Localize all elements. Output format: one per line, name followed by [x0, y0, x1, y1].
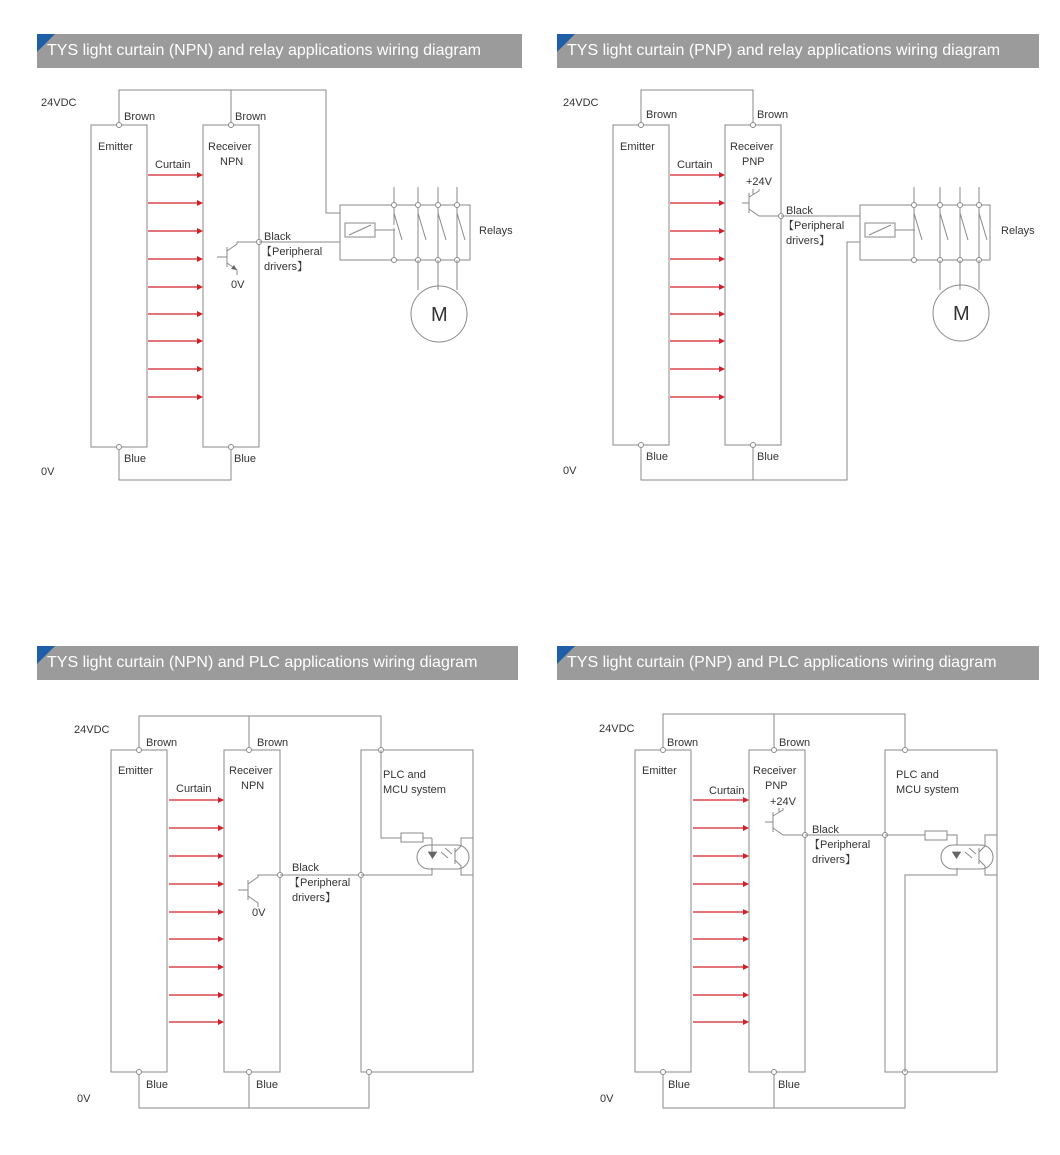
emitter-box [635, 750, 691, 1072]
receiver-type-label: PNP [742, 156, 765, 168]
curtain-beams [169, 797, 224, 1025]
ground-label: 0V [41, 466, 55, 478]
emitter-label: Emitter [98, 141, 133, 153]
emitter-blue-label: Blue [146, 1079, 169, 1091]
output-desc-1: 【Peripheral [261, 246, 323, 258]
receiver-box [725, 125, 781, 445]
plc-label-2: MCU system [896, 784, 959, 796]
relays-label: Relays [479, 225, 513, 237]
emitter-box [613, 125, 669, 445]
output-desc-2: drivers】 [292, 892, 337, 904]
receiver-blue-label: Blue [234, 453, 257, 465]
diagram-title-npn-plc [37, 646, 518, 680]
receiver-blue-label: Blue [757, 451, 780, 463]
pnp-transistor-icon [765, 808, 805, 835]
optocoupler-icon [885, 831, 997, 1072]
wiring-diagram-pnp-plc [557, 700, 1037, 1130]
transistor-ref-label: 0V [252, 907, 266, 919]
header-accent-icon [37, 646, 55, 664]
receiver-label: Receiver [229, 765, 273, 777]
transistor-ref-label: +24V [770, 796, 796, 808]
ground-label: 0V [600, 1093, 614, 1105]
emitter-brown-label: Brown [667, 737, 699, 749]
emitter-box [111, 750, 167, 1072]
plc-label-1: PLC and [383, 769, 426, 781]
header-accent-icon [557, 34, 575, 52]
diagram-title-npn-relay [37, 34, 522, 68]
output-color-label: Black [292, 862, 319, 874]
supply-label: 24VDC [74, 724, 110, 736]
wiring-diagram-npn-relay [37, 85, 557, 505]
relays-label: Relays [1001, 225, 1035, 237]
output-desc-2: drivers】 [786, 235, 831, 247]
receiver-type-label: NPN [220, 156, 244, 168]
relay-contacts-icon [912, 187, 988, 290]
curtain-beams [670, 172, 725, 400]
header-accent-icon [37, 34, 55, 52]
wiring-diagram-pnp-relay [557, 85, 1037, 505]
output-desc-2: drivers】 [264, 261, 309, 273]
output-color-label: Black [264, 231, 291, 243]
receiver-blue-label: Blue [778, 1079, 801, 1091]
ground-label: 0V [77, 1093, 91, 1105]
npn-transistor-icon [217, 242, 259, 275]
diagram-title-pnp-relay [557, 34, 1039, 68]
transistor-ref-label: 0V [231, 279, 245, 291]
receiver-type-label: PNP [765, 780, 788, 792]
curtain-label: Curtain [677, 159, 713, 171]
plc-label-2: MCU system [383, 784, 446, 796]
plc-box [885, 750, 997, 1072]
title-text: TYS light curtain (NPN) and relay applications wiring diagram [47, 42, 481, 59]
relay-contacts-icon [392, 187, 466, 290]
receiver-type-label: NPN [241, 780, 265, 792]
receiver-blue-label: Blue [256, 1079, 279, 1091]
receiver-brown-label: Brown [779, 737, 811, 749]
pnp-transistor-icon [742, 189, 781, 216]
npn-transistor-icon [238, 875, 280, 907]
emitter-label: Emitter [620, 141, 655, 153]
supply-label: 24VDC [41, 97, 77, 109]
emitter-blue-label: Blue [668, 1079, 691, 1091]
motor-label: M [431, 304, 448, 326]
output-color-label: Black [812, 824, 839, 836]
output-desc-1: 【Peripheral [809, 839, 871, 851]
title-text: TYS light curtain (PNP) and PLC applications wiring diagram [567, 654, 997, 671]
diagram-title-pnp-plc [557, 646, 1039, 680]
receiver-brown-label: Brown [257, 737, 289, 749]
emitter-blue-label: Blue [646, 451, 669, 463]
curtain-label: Curtain [709, 785, 745, 797]
emitter-brown-label: Brown [146, 737, 178, 749]
emitter-label: Emitter [642, 765, 677, 777]
plc-label-1: PLC and [896, 769, 939, 781]
curtain-label: Curtain [176, 783, 212, 795]
emitter-blue-label: Blue [124, 453, 147, 465]
supply-label: 24VDC [599, 723, 635, 735]
receiver-label: Receiver [753, 765, 797, 777]
emitter-brown-label: Brown [124, 111, 156, 123]
receiver-brown-label: Brown [757, 109, 789, 121]
receiver-brown-label: Brown [235, 111, 267, 123]
curtain-label: Curtain [155, 159, 191, 171]
output-desc-2: drivers】 [812, 854, 857, 866]
output-desc-1: 【Peripheral [289, 877, 351, 889]
receiver-label: Receiver [730, 141, 774, 153]
emitter-box [91, 125, 147, 447]
transistor-ref-label: +24V [746, 176, 772, 188]
emitter-label: Emitter [118, 765, 153, 777]
motor-label: M [953, 303, 970, 325]
plc-box [361, 750, 473, 1072]
header-accent-icon [557, 646, 575, 664]
curtain-beams [148, 172, 203, 400]
title-text: TYS light curtain (NPN) and PLC applications wiring diagram [47, 654, 478, 671]
receiver-label: Receiver [208, 141, 252, 153]
output-color-label: Black [786, 205, 813, 217]
supply-label: 24VDC [563, 97, 599, 109]
wiring-diagram-npn-plc [37, 700, 517, 1130]
ground-label: 0V [563, 465, 577, 477]
output-desc-1: 【Peripheral [783, 220, 845, 232]
title-text: TYS light curtain (PNP) and relay applications wiring diagram [567, 42, 1001, 59]
curtain-beams [693, 797, 749, 1025]
emitter-brown-label: Brown [646, 109, 678, 121]
